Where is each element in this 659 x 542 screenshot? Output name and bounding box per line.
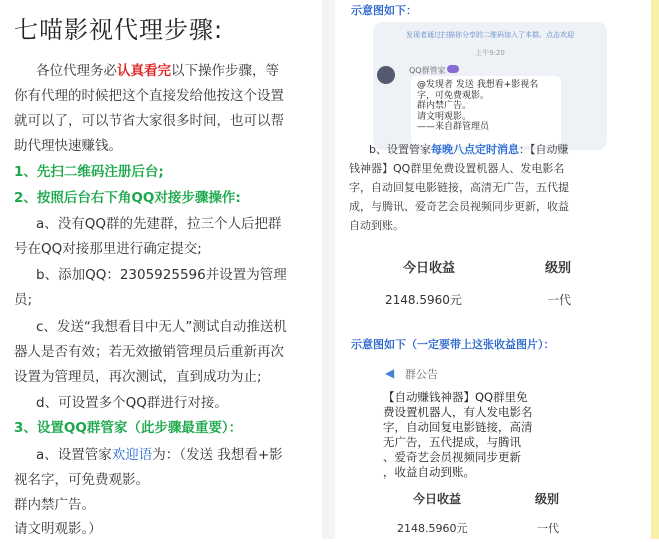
announcement-line: 、爱奇艺会员视频同步更新 — [383, 450, 521, 464]
step-2c-line-1: c、发送“我想看目中无人”测试自动推送机 — [36, 319, 287, 335]
intro-line-2: 你有代理的时候把这个直接发给他按这个设置 — [14, 88, 284, 104]
announcement-line: 【自动赚钱神器】QQ群里免 — [383, 390, 528, 404]
announcement-body — [383, 390, 533, 480]
step-3a-text-end: 为：（发送 我想看+影 — [152, 447, 283, 463]
chat-screenshot — [373, 22, 607, 150]
step-3a-line-3: 群内禁广告。 — [14, 497, 95, 513]
b-text-line-4: 成，与腾讯、爱奇艺会员视频同步更新，收益 — [349, 200, 569, 213]
step-3a-line-1 — [36, 442, 283, 468]
level-header: 级别 — [545, 261, 572, 276]
megaphone-icon: ◀ — [385, 366, 395, 380]
step-1: 1、先扫二维码注册后台; — [14, 164, 164, 180]
example-heading-1: 示意图如下： — [351, 4, 417, 17]
panel-divider — [322, 0, 335, 539]
intro-highlight: 认真看完 — [117, 63, 171, 79]
step-2a-line-1: a、没有QQ群的先建群，拉三个人后把群 — [36, 216, 282, 232]
earnings-header-2: 今日收益 — [413, 492, 462, 506]
step-2c-line-3: 设置为管理员，再次测试，直到成功为止; — [14, 369, 262, 385]
intro-line-4: 助代理快速赚钱。 — [14, 138, 122, 154]
step-2b-line-2: 员; — [14, 292, 33, 308]
step-3a-line-4: 请文明观影。） — [14, 521, 102, 537]
announcement-screenshot — [373, 360, 607, 530]
level-header-2: 级别 — [535, 492, 560, 506]
b-text: b、设置管家 — [369, 143, 431, 156]
bot-avatar — [377, 66, 395, 84]
intro-text: 各位代理务必 — [36, 63, 117, 79]
bubble-line: 字，可免费观影。 — [417, 90, 490, 101]
step-3a-highlight: 欢迎语 — [111, 447, 153, 463]
bubble-line: ——来自群管理员 — [417, 122, 490, 132]
chat-sender: QQ群管家 — [409, 66, 446, 75]
step-3a-text: a、设置管家 — [36, 447, 112, 463]
example-heading-2: 示意图如下（一定要带上这张收益图片）： — [351, 338, 555, 351]
level-value: 一代 — [547, 293, 572, 307]
announcement-line: 字，自动回复电影链接，高清 — [383, 420, 533, 434]
b-text-line-1 — [369, 140, 568, 160]
announcement-line: ，收益自动到账。 — [383, 465, 475, 479]
right-edge-strip — [651, 0, 659, 539]
step-2b-line-1: b、添加QQ：2305925596并设置为管理 — [36, 267, 287, 283]
bubble-line: 群内禁广告。 — [417, 101, 472, 111]
b-text-line-5: 自动到账。 — [349, 219, 404, 232]
b-text-highlight: 每晚八点定时消息 — [430, 143, 519, 156]
intro-line-3: 就可以了，可以节省大家很多时间，也可以帮 — [14, 113, 284, 129]
b-text-line-3: 字，自动回复电影链接，高清无广告，五代提 — [349, 181, 569, 194]
earnings-value-2: 2148.5960元 — [397, 522, 468, 535]
step-3a-line-2: 视名字，可免费观影。 — [14, 472, 149, 488]
bubble-line: @发现者 发送 我想看+影视名 — [417, 80, 539, 90]
chat-time: 上午9:20 — [475, 49, 505, 57]
bubble-line: 请文明观影。 — [417, 111, 472, 122]
chat-system-note: 发现者通过扫描你分享的二维码加入了本群。点击欢迎 — [406, 31, 574, 39]
intro-text-end: 以下操作步骤，等 — [171, 63, 279, 79]
step-2: 2、按照后台右下角QQ对接步骤操作: — [14, 190, 241, 206]
earnings-header: 今日收益 — [403, 261, 456, 276]
bot-badge-icon — [447, 65, 459, 73]
step-3: 3、设置QQ群管家（此步骤最重要）： — [14, 420, 243, 436]
earnings-value: 2148.5960元 — [385, 293, 462, 307]
b-text-line-2: 钱神器】QQ群里免费设置机器人、发电影名 — [349, 162, 565, 175]
step-2a-line-2: 号在QQ对接那里进行确定提交; — [14, 241, 202, 257]
announcement-label: 群公告 — [405, 368, 438, 381]
announcement-line: 费设置机器人，有人发电影名 — [383, 405, 533, 419]
chat-bubble — [411, 76, 561, 146]
right-panel — [335, 0, 651, 539]
announcement-line: 无广告，五代提成，与腾讯 — [383, 435, 521, 449]
left-panel — [0, 0, 322, 539]
step-2c-line-2: 器人是否有效；若无效撤销管理员后重新再次 — [14, 344, 284, 360]
step-2d-line-1: d、可设置多个QQ群进行对接。 — [36, 395, 228, 411]
level-value-2: 一代 — [537, 522, 559, 535]
b-text-end: ：【自动赚 — [518, 143, 569, 156]
intro-line-1 — [36, 58, 279, 84]
page-title: 七喵影视代理步骤: — [14, 16, 224, 44]
